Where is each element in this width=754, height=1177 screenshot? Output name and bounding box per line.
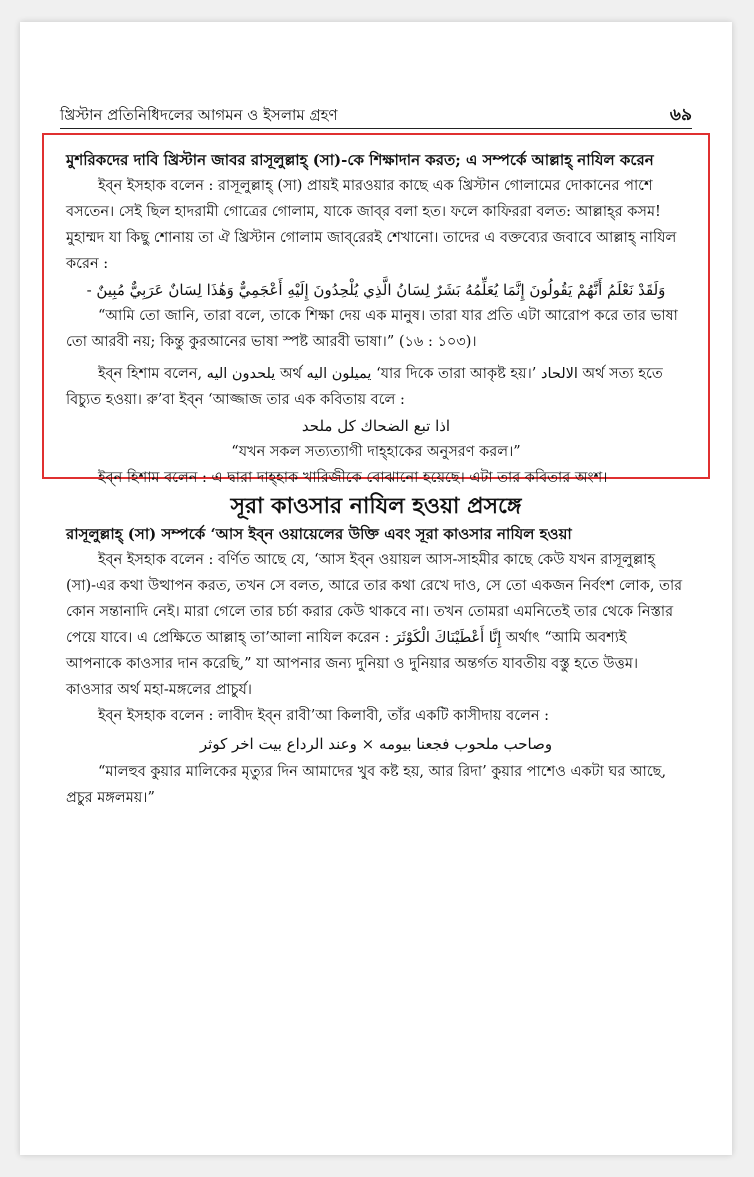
- translation: “মালহুব কুয়ার মালিকের মৃত্যুর দিন আমাদের খুব কষ্ট হয়, আর রিদা’ কুয়ার পাশেও একটা ঘর আছে, প্রচুর মঙ্গলময়।”: [66, 764, 667, 806]
- page-number: ৬৯: [669, 105, 692, 125]
- section-heading: মুশরিকদের দাবি খ্রিস্টান জাবর রাসূলুল্লাহ্ (সা)-কে শিক্ষাদান করত; এ সম্পর্কে আল্লাহ্ নাযিল করেন: [66, 151, 654, 169]
- arabic-line: اذا تبع الضحاك كل ملحد: [301, 417, 451, 435]
- paragraph: ইব্‌ন হিশাম বলেন : এ দ্বারা দাহ্‌হাক খারিজীকে বোঝানো হয়েছে। এটা তার কবিতার অংশ।: [98, 470, 608, 486]
- translation: “যখন সকল সত্যত্যাগী দাহ্‌হাকের অনুসরণ করল।”: [231, 444, 521, 460]
- section-title: সূরা কাওসার নাযিল হওয়া প্রসঙ্গে: [230, 493, 522, 519]
- document-page: [20, 22, 732, 1155]
- paragraph: ইব্‌ন ইসহাক বলেন : লাবীদ ইব্‌ন রাবী’আ কিলাবী, তাঁর একটি কাসীদায় বলেন :: [98, 708, 550, 724]
- page-content: [66, 147, 686, 811]
- section-subheading: রাসূলুল্লাহ্ (সা) সম্পর্কে ‘আস ইব্‌ন ওয়ায়েলের উক্তি এবং সূরা কাওসার নাযিল হওয়া: [66, 525, 572, 543]
- paragraph: “আমি তো জানি, তারা বলে, তাকে শিক্ষা দেয় এক মানুষ। তারা যার প্রতি এটা আরোপ করে তার ভাষা তো আরবী নয়; কিন্তু কুরআনের ভাষা স্পষ্ট আরবী ভাষা।” (১৬ : ১০৩)।: [66, 308, 678, 350]
- paragraph: ইব্‌ন ইসহাক বলেন : বর্ণিত আছে যে, ‘আস ইব্‌ন ওয়ায়ল আস-সাহমীর কাছে কেউ যখন রাসূলুল্লাহ্ (সা)-এর কথা উত্থাপন করত, তখন সে বলত, আরে তার কথা রেখে দাও, সে তো একজন নির্বংশ লোক, তার কোন সন্তানাদি নেই। মারা গেলে তার চর্চা করার কেউ থাকবে না। তখন তোমরা এমনিতেই তার থেকে নিস্তার পেয়ে যাবে। এ প্রেক্ষিতে আল্লাহ্ তা’আলা নাযিল করেন : إِنَّا أَعْطَيْنَاكَ الْكَوْثَرَ অর্থাৎ “আমি অবশ্যই আপনাকে কাওসার দান করেছি,” যা আপনার জন্য দুনিয়া ও দুনিয়ার অন্তর্গত যাবতীয় বস্তু হতে উত্তম। কাওসার অর্থ মহা-মঙ্গলের প্রাচুর্য।: [66, 552, 683, 698]
- arabic-line: وصاحب ملحوب فجعنا بيومه × وعند الرداع بيت اخر كوثر: [199, 735, 553, 753]
- running-header: [60, 102, 692, 129]
- arabic-verse: وَلَقَدْ نَعْلَمُ أَنَّهُمْ يَقُولُونَ إِنَّمَا يُعَلِّمُهُ بَشَرٌ لِسَانُ الَّذِي يُلْحِدُونَ إِلَيْهِ أَعْجَمِيٌّ وَهَٰذَا لِسَانٌ عَرَبِيٌّ مُبِينٌ -: [86, 281, 666, 299]
- paragraph: ইব্‌ন হিশাম বলেন, يلحدون اليه অর্থ يميلون اليه ‘যার দিকে তারা আকৃষ্ট হয়।’ الالحاد অর্থ সত্য হতে বিচ্যুত হওয়া। রু’বা ইব্‌ন ‘আজ্জাজ তার এক কবিতায় বলে :: [66, 366, 663, 408]
- paragraph: ইব্‌ন ইসহাক বলেন : রাসূলুল্লাহ্ (সা) প্রায়ই মারওয়ার কাছে এক খ্রিস্টান গোলামের দোকানের পাশে বসতেন। সেই ছিল হাদরামী গোত্রের গোলাম, যাকে জাব্‌র বলা হত। ফলে কাফিররা বলত: আল্লাহ্‌র কসম! মুহাম্মদ যা কিছু শোনায় তা ঐ খ্রিস্টান গোলাম জাব্‌রেরই শেখানো। তাদের এ বক্তব্যের জবাবে আল্লাহ্ নাযিল করেন :: [66, 178, 677, 272]
- header-title: খ্রিস্টান প্রতিনিধিদলের আগমন ও ইসলাম গ্রহণ: [60, 106, 338, 124]
